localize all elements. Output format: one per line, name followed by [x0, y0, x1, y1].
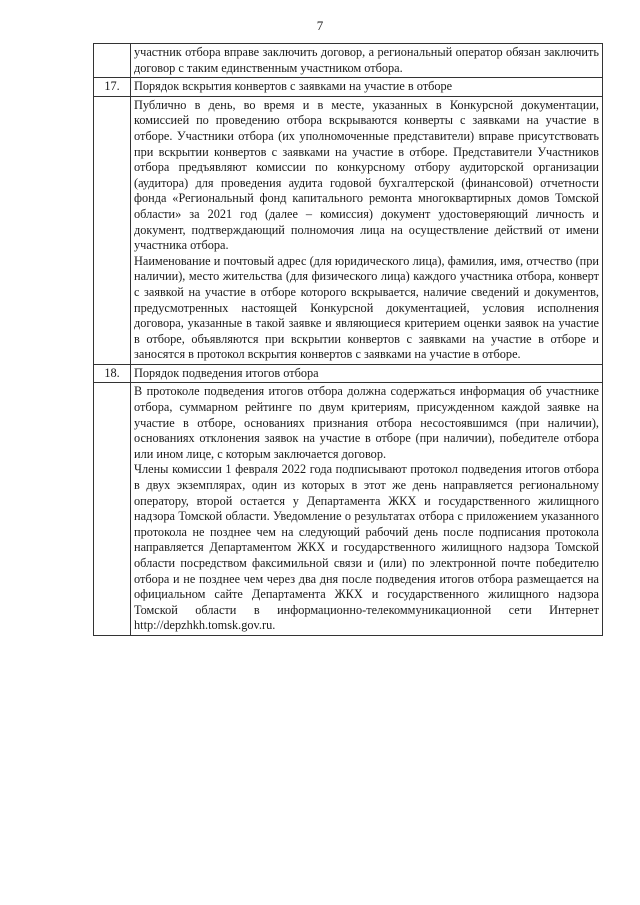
paragraph: В протоколе подведения итогов отбора должна содержаться информация об участнике отбора, суммарном рейтинге по двум критериям, присужденном каждой заявке на участие в отборе, основаниях признания отбора несостоявшимся (при наличии), основаниях отклонения заявок на участие в отборе (при наличии), победителе отбора или ином лице, с которым заключается договор.: [134, 384, 599, 461]
row-content: [131, 96, 603, 364]
row-number: [94, 383, 131, 636]
row-number: 18.: [94, 364, 131, 383]
row-content: [131, 44, 603, 78]
row-number: [94, 44, 131, 78]
section-heading: Порядок подведения итогов отбора: [131, 364, 603, 383]
table-row-section-17: [94, 78, 603, 97]
paragraph: Члены комиссии 1 февраля 2022 года подписывают протокол подведения итогов отбора в двух экземплярах, один из которых в этот же день направляется региональному оператору, второй остается у Департамента ЖКХ и государственного жилищного надзора Томской области. Уведомление о результатах отбора с приложением указанного протокола не позднее чем на следующий рабочий день после подписания протокола направляется Департаментом ЖКХ и государственного жилищного надзора Томской области посредством факсимильной связи и (или) по электронной почте победителю отбора и не позднее чем через два дня после подведения итогов отбора размещается на официальном сайте Департамента ЖКХ и государственного жилищного надзора Томской области в информационно-телекоммуникационной сети Интернет http://depzhkh.tomsk.gov.ru.: [134, 462, 599, 633]
paragraph: Наименование и почтовый адрес (для юридического лица), фамилия, имя, отчество (при наличии), место жительства (для физического лица) каждого участника отбора, конверт с заявкой на участие в отборе которого вскрывается, наличие сведений и документов, предусмотренных настоящей Конкурсной документацией, условия исполнения договора, указанные в такой заявке и являющиеся критерием оценки заявок на участие в отборе, объявляются при вскрытии конвертов с заявками на участие в отборе и заносятся в протокол вскрытия конвертов с заявками на участие в отборе.: [134, 253, 599, 362]
procedure-table: [93, 43, 603, 636]
paragraph: участник отбора вправе заключить договор, а региональный оператор обязан заключить договор с таким единственным участником отбора.: [134, 45, 599, 75]
table-row-section-18-body: [94, 383, 603, 636]
table-row-section-17-body: [94, 96, 603, 364]
section-heading: Порядок вскрытия конвертов с заявками на участие в отборе: [131, 78, 603, 97]
table-row-continuation: [94, 44, 603, 78]
row-content: [131, 383, 603, 636]
paragraph: Публично в день, во время и в месте, указанных в Конкурсной документации, комиссией по проведению отбора вскрываются конверты с заявками на участие в отборе. Участники отбора (их уполномоченные представители) вправе присутствовать при вскрытии конвертов с заявками на участие в отборе. Представители Участников отбора предъявляют комиссии по конкурсному отбору аудиторской организации (аудитора) для проведения аудита годовой бухгалтерской (финансовой) отчетности фонда «Региональный фонд капитального ремонта многоквартирных домов Томской области» за 2021 год (далее – комиссия) документ удостоверяющий личность и документ, подтверждающий полномочия лица на осуществление действий от имени участника отбора.: [134, 97, 599, 253]
row-number: 17.: [94, 78, 131, 97]
table-row-section-18: [94, 364, 603, 383]
page-number: 7: [316, 18, 324, 33]
row-number: [94, 96, 131, 364]
